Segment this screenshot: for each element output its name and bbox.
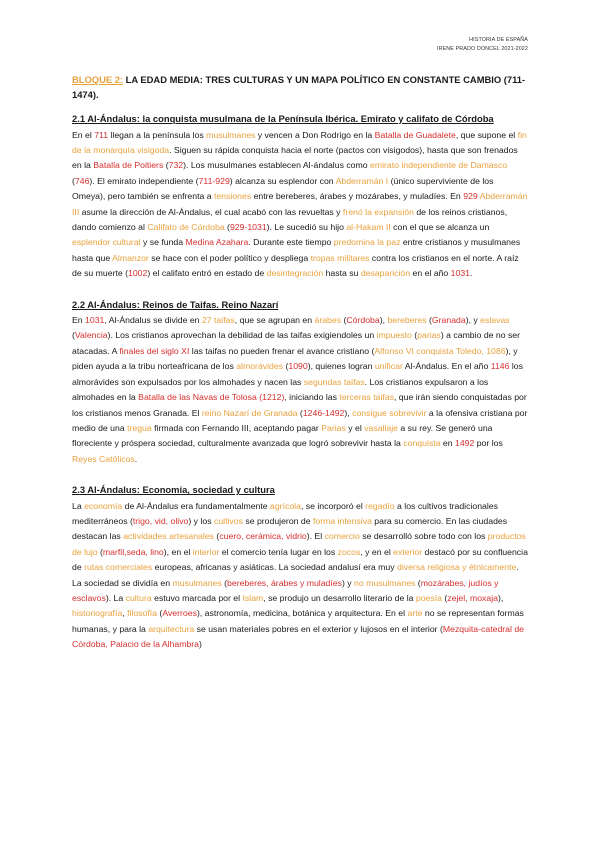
text-run: , iniciando las xyxy=(284,392,340,403)
highlight-term: forma intensiva xyxy=(312,516,372,527)
text-run: con el que se alcanza un xyxy=(390,221,490,232)
highlight-date-place: 1031 xyxy=(450,268,470,279)
highlight-term: actividades artesanales xyxy=(123,531,214,542)
section-paragraph xyxy=(72,313,528,467)
highlight-term: conquista xyxy=(403,438,441,449)
highlight-term: productos de lujo xyxy=(72,531,526,557)
highlight-date-place: 746 xyxy=(74,175,90,186)
highlight-term: tregua xyxy=(127,422,152,433)
highlight-date-place: bereberes, árabes y muladíes xyxy=(227,577,342,588)
text-run: ( xyxy=(283,361,289,372)
section-heading: 2.1 Al-Ándalus: la conquista musulmana de la Península Ibérica. Emirato y califato de Córdoba xyxy=(72,113,494,124)
text-run: ). La xyxy=(105,593,126,604)
highlight-term: unificar xyxy=(374,361,403,372)
highlight-term: Alfonso VI conquista Toledo, 1086 xyxy=(374,345,506,356)
text-run: . xyxy=(134,453,138,464)
text-run: ( xyxy=(163,160,169,171)
highlight-date-place: mozárabes, judíos y esclavos xyxy=(72,577,499,604)
text-run: por los xyxy=(474,438,503,449)
section-heading: 2.2 Al-Ándalus: Reinos de Taifas. Reino Nazarí xyxy=(72,298,279,310)
block-label: BLOQUE 2: xyxy=(72,74,124,85)
text-run: , xyxy=(122,608,128,619)
text-run: ). Los cristianos aprovechan la debilidad de las taifas exigiendoles un xyxy=(107,330,377,341)
section-paragraph xyxy=(72,499,528,653)
text-run: . Durante este tiempo xyxy=(248,237,334,248)
highlight-term: vasallaje xyxy=(364,422,399,433)
highlight-term: economía xyxy=(84,500,123,511)
highlight-term: desaparición xyxy=(360,268,411,279)
text-run: ). El xyxy=(306,531,325,542)
highlight-term: zocos xyxy=(337,546,361,557)
text-run: asume la dirección de Al-Ándalus, el cual acabó con las revueltas y xyxy=(79,206,343,217)
text-run: a la ofensiva cristiana por medio de una xyxy=(72,407,528,433)
text-run: ( xyxy=(426,315,432,326)
text-run: En xyxy=(72,315,86,326)
document-header xyxy=(437,36,528,54)
text-run: ( xyxy=(297,407,303,418)
text-run: , y en el xyxy=(360,546,394,557)
section-heading: 2.3 Al-Ándalus: Economía, sociedad y cultura xyxy=(72,484,275,496)
highlight-term: regadío xyxy=(365,500,395,511)
text-run: europeas, africanas y asiáticas. La sociedad andalusí era muy xyxy=(152,562,397,573)
highlight-date-place: 1492 xyxy=(454,438,475,449)
text-run: ), xyxy=(497,593,504,604)
text-run: estuvo marcada por el xyxy=(151,593,243,604)
text-run: ), xyxy=(379,315,388,326)
highlight-term: emirato independiente de Damasco xyxy=(370,160,508,171)
text-run: el comercio tenía lugar en los xyxy=(219,546,338,557)
text-run: . Siguen su rápida conquista hacia el norte (pactos con visigodos), hasta que son frenados en la xyxy=(72,144,518,171)
highlight-term: al-Hakam II xyxy=(346,221,391,232)
highlight-date-place: 711-929 xyxy=(198,175,230,186)
highlight-date-place: Batalla de Poitiers xyxy=(93,160,164,171)
highlight-term: poesía xyxy=(415,593,442,604)
highlight-term: tropas militares xyxy=(310,252,370,263)
highlight-date-place: Valencia xyxy=(74,330,108,341)
text-run: , se incorporó el xyxy=(300,500,366,511)
highlight-term: arte xyxy=(407,608,423,619)
highlight-term: comercio xyxy=(324,531,360,542)
highlight-term: cultura xyxy=(125,593,152,604)
text-run: en xyxy=(440,438,455,449)
highlight-term: fin de la monarquía visigoda xyxy=(72,129,527,155)
text-run: y vencen a Don Rodrigo en la xyxy=(255,129,375,140)
highlight-term: no musulmanes xyxy=(354,577,416,588)
text-run: ). Los musulmanes establecen Al-ándalus como xyxy=(183,160,370,171)
text-run: La xyxy=(72,500,85,511)
highlight-date-place: Batalla de Guadalete xyxy=(374,129,456,140)
text-run: para su comercio. En las ciudades destacan las xyxy=(72,516,508,542)
section-paragraph xyxy=(72,128,528,282)
text-run: , Al-Ándalus se divide en xyxy=(104,315,202,326)
highlight-term: parias xyxy=(417,330,441,341)
highlight-term: desintegración xyxy=(266,268,324,279)
highlight-term: interior xyxy=(192,546,220,557)
highlight-term: 27 taifas xyxy=(201,315,235,326)
highlight-term: consigue sobrevivir xyxy=(352,407,427,418)
text-run: ). El emirato independiente ( xyxy=(89,175,199,186)
highlight-date-place: marfil,seda, lino xyxy=(102,546,164,557)
page-title xyxy=(72,72,528,102)
highlight-date-place: zejel, moxaja xyxy=(447,593,498,604)
header-author: IRENE PRADO DONCEL 2021-2022 xyxy=(437,46,528,52)
highlight-date-place: finales del siglo XI xyxy=(119,345,190,356)
text-run: . Los cristianos expulsaron a los almohades en la xyxy=(72,376,489,403)
highlight-term: impuesto xyxy=(376,330,412,341)
highlight-term: musulmanes xyxy=(172,577,222,588)
text-run: ( xyxy=(224,221,230,232)
text-run: , que irán siendo conquistadas por los cristianos menos Granada. El xyxy=(72,392,527,418)
text-run: ( xyxy=(97,546,103,557)
text-run: ( xyxy=(441,593,448,604)
text-run: ), y xyxy=(465,315,481,326)
highlight-term: segundas taifas xyxy=(303,376,365,387)
highlight-term: bereberes xyxy=(387,315,427,326)
text-run: contra los cristianos en el norte. A raíz de su muerte ( xyxy=(72,252,519,279)
highlight-term: musulmanes xyxy=(206,129,256,140)
text-run: entre bereberes, árabes y mozárabes, y muladíes. En xyxy=(251,191,464,202)
text-run: ( xyxy=(411,330,418,341)
highlight-term: historiografía xyxy=(72,608,123,619)
text-run: ), astronomía, medicina, botánica y arquitectura. En el xyxy=(196,608,408,619)
highlight-term: terceras taifas xyxy=(339,392,394,403)
page-content xyxy=(72,72,528,668)
text-run: y el xyxy=(345,422,365,433)
text-run: . La sociedad se dividía en xyxy=(72,562,519,588)
highlight-date-place: cuero, cerámica, vidrio xyxy=(219,531,307,542)
text-run: a los cultivos tradicionales mediterráneos ( xyxy=(72,500,498,527)
text-run: llegan a la península los xyxy=(108,129,207,140)
text-run: (único superviviente de los Omeya), pero también se enfrenta a xyxy=(72,175,494,202)
highlight-term: agrícola xyxy=(270,500,301,511)
text-run: ), quienes logran xyxy=(307,361,375,372)
highlight-date-place: 1002 xyxy=(128,268,148,279)
highlight-date-place: 929 xyxy=(463,191,478,202)
highlight-date-place: trigo, vid, olivo xyxy=(132,516,189,527)
highlight-term: Parias xyxy=(321,422,346,433)
highlight-term: reino Nazarí de Granada xyxy=(201,407,298,418)
text-run: ( xyxy=(214,531,220,542)
highlight-term: Almanzor xyxy=(112,252,149,263)
highlight-term: Reyes Católicos xyxy=(72,453,135,464)
text-run: de Al-Ándalus era fundamentalmente xyxy=(122,500,271,511)
highlight-term: esplendor cultural xyxy=(72,237,141,248)
text-run: se usan materiales pobres en el exterior y lujosos en el interior ( xyxy=(194,623,443,634)
highlight-term: diversa religiosa y étnicamente xyxy=(397,562,517,573)
highlight-term: Abderramán III xyxy=(72,191,528,217)
highlight-term: eslavas xyxy=(480,315,510,326)
highlight-date-place: 1090 xyxy=(288,361,308,372)
text-run: se desarrolló sobre todo con los xyxy=(359,531,488,542)
text-run: a su rey. Se generó una floreciente y próspera sociedad, culturalmente avanzada que logró sobrevivir hasta la xyxy=(72,422,493,449)
text-run: ). Le sucedió su hijo xyxy=(266,221,347,232)
text-run: , que se agrupan en xyxy=(234,315,315,326)
text-run: no se representan formas humanas, y para la xyxy=(72,608,524,634)
highlight-date-place: 711 xyxy=(94,129,109,140)
text-run: hasta su xyxy=(323,268,361,279)
highlight-date-place: Batalla de las Navas de Tolosa (1212) xyxy=(138,392,285,403)
text-run: y se funda xyxy=(140,237,186,248)
highlight-term: Califato de Córdoba xyxy=(147,221,225,232)
text-run: ) xyxy=(199,639,202,650)
highlight-date-place: 732 xyxy=(168,160,184,171)
highlight-term: frenó la expansión xyxy=(342,206,414,217)
text-run: , que supone el xyxy=(455,129,518,140)
text-run: Al-Ándalus. En el año xyxy=(402,361,491,372)
highlight-date-place: Mezquita-catedral de Córdoba, Palacio de la Alhambra xyxy=(72,623,525,650)
text-run: las taifas no pueden frenar el avance cristiano ( xyxy=(189,345,375,356)
text-run: ) el califato entró en estado de xyxy=(147,268,267,279)
text-run: ) alcanza su esplendor con xyxy=(229,175,336,186)
section-2-1 xyxy=(72,111,528,282)
text-run: ), en el xyxy=(163,546,193,557)
highlight-term: predomina la paz xyxy=(333,237,401,248)
text-run: firmada con Fernando III, aceptando pagar xyxy=(151,422,322,433)
highlight-date-place: Medina Azahara xyxy=(185,237,249,248)
text-run: ) y xyxy=(341,577,355,588)
text-run: ( xyxy=(221,577,228,588)
text-run: En el xyxy=(72,129,95,140)
text-run: entre cristianos y musulmanes hasta que xyxy=(72,237,521,263)
text-run: destacó por su confluencia de xyxy=(72,546,528,573)
highlight-date-place: 1031 xyxy=(85,315,105,326)
header-subject: HISTORIA DE ESPAÑA xyxy=(469,37,528,43)
highlight-term: tensiones xyxy=(213,191,252,202)
highlight-term: exterior xyxy=(393,546,423,557)
highlight-term: filosofía xyxy=(127,608,158,619)
highlight-date-place: Averroes xyxy=(162,608,197,619)
block-title-text: LA EDAD MEDIA: TRES CULTURAS Y UN MAPA POLÍTICO EN CONSTANTE CAMBIO (711-1474). xyxy=(72,74,526,100)
text-run: ) a cambio de no ser atacadas. A xyxy=(72,330,521,356)
text-run: ), y piden ayuda a la tribu norteafricana de los xyxy=(72,345,518,372)
text-run: ( xyxy=(157,608,163,619)
text-run: ( xyxy=(415,577,421,588)
text-run: ( xyxy=(72,330,75,341)
text-run: se hace con el poder político y despliega xyxy=(148,252,311,263)
highlight-date-place: Córdoba xyxy=(346,315,380,326)
highlight-date-place: 1146 xyxy=(490,361,510,372)
highlight-term: Abderramán I xyxy=(335,175,389,186)
section-2-3 xyxy=(72,482,528,653)
highlight-term: rutas comerciales xyxy=(84,562,153,573)
highlight-term: cultivos xyxy=(213,516,243,527)
text-run: de los reinos cristianos, dando comienzo al xyxy=(72,206,508,232)
text-run: se produjeron de xyxy=(242,516,313,527)
highlight-term: arquitectura xyxy=(148,623,195,634)
text-run: ( xyxy=(72,175,75,186)
text-run: , se produjo un desarrollo literario de la xyxy=(263,593,416,604)
highlight-date-place: 929-1031 xyxy=(229,221,267,232)
highlight-term: árabes xyxy=(314,315,342,326)
section-2-2 xyxy=(72,297,528,468)
text-run: ), xyxy=(344,407,353,418)
text-run: en el año xyxy=(410,268,451,279)
highlight-term: Islam xyxy=(242,593,264,604)
highlight-date-place: Granada xyxy=(431,315,466,326)
text-run: . xyxy=(470,268,473,279)
text-run: ( xyxy=(341,315,347,326)
text-run: los almorávides son expulsados por los almohades y nacen las xyxy=(72,361,523,387)
highlight-date-place: 1246-1492 xyxy=(302,407,345,418)
highlight-term: almorávides xyxy=(236,361,284,372)
text-run: ) y los xyxy=(188,516,214,527)
